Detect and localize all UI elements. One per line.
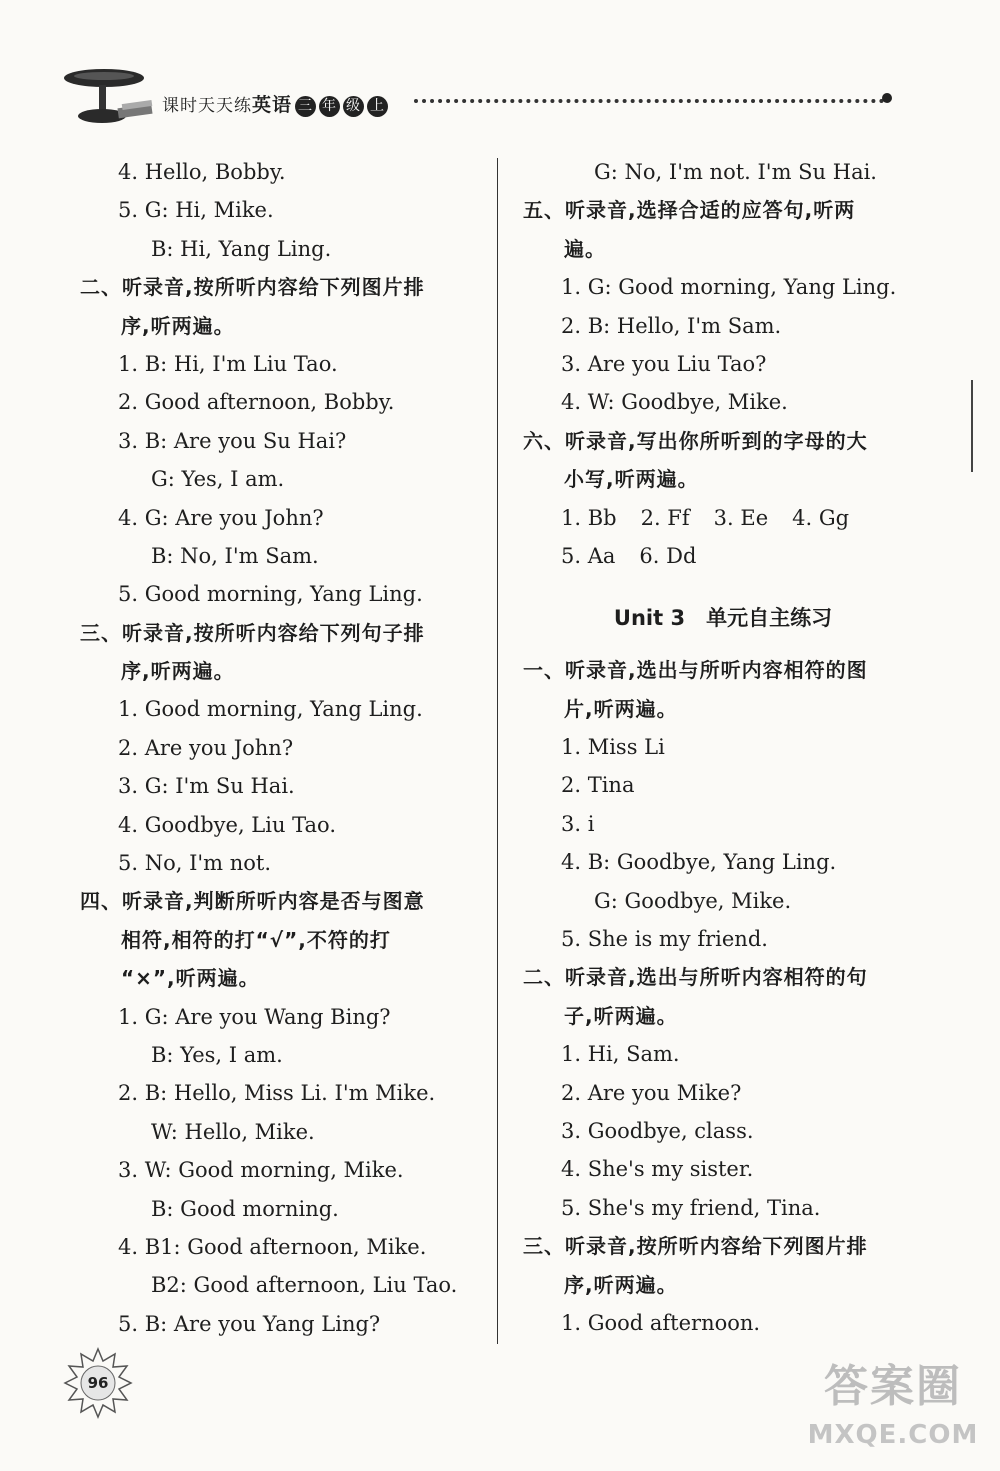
letters-answer-row [561,499,933,537]
answer-line: 4. Goodbye, Liu Tao. [118,812,337,837]
book-title: 课时天天练英语 三 年 级 上 [162,90,388,117]
answer-line: 1. Hi, Sam. [561,1042,680,1067]
margin-mark [971,380,973,472]
letter-answer: 5. Aa [561,543,616,568]
section-title-continued: 片,听两遍。 [564,696,678,721]
section-title: 五、听录音,选择合适的应答句,听两 [523,198,856,223]
letter-answer: 2. Ff [640,505,690,530]
answer-line: 5. Good morning, Yang Ling. [118,582,423,607]
answer-line: 5. She's my friend, Tina. [561,1195,821,1220]
letter-answer: 3. Ee [713,505,769,530]
answer-line: 2. B: Hello, I'm Sam. [561,313,782,338]
answer-subline: W: Hello, Mike. [151,1119,315,1144]
letters-answer-row [561,537,933,575]
answer-subline: G: Goodbye, Mike. [594,888,792,913]
section-title: 四、听录音,判断所听内容是否与图意 [80,889,425,914]
watermark [798,1352,988,1457]
page-header [62,66,902,136]
section-title: 三、听录音,按所听内容给下列句子排 [80,620,425,645]
answer-line: 3. Goodbye, class. [561,1118,754,1143]
left-column [80,153,490,1343]
answer-subline: B: Hi, Yang Ling. [151,236,332,261]
answer-subline: B: Good morning. [151,1196,339,1221]
watermark-brand: 答案圈 [824,1361,962,1412]
desk-lamp-icon [62,66,158,128]
answer-line: 5. G: Hi, Mike. [118,198,274,223]
header-bullet-icon [882,93,892,103]
answer-line: 2. Good afternoon, Bobby. [118,390,395,415]
section-title-continued: 遍。 [564,236,606,261]
unit-heading: Unit 3 单元自主练习 [613,606,833,631]
answer-line: 5. B: Are you Yang Ling? [118,1311,381,1336]
answer-line: 4. She's my sister. [561,1157,754,1182]
answer-line: 2. Are you John? [118,735,294,760]
section-title-continued: 序,听两遍。 [121,659,235,684]
answer-line: 1. Miss Li [561,735,665,760]
answer-line: 3. Are you Liu Tao? [561,351,767,376]
answer-line: 1. Good morning, Yang Ling. [118,697,423,722]
section-title-continued: 序,听两遍。 [564,1272,678,1297]
answer-subline: B: No, I'm Sam. [151,543,319,568]
letter-answer: 1. Bb [561,505,617,530]
section-title: 一、听录音,选出与所听内容相符的图 [523,658,868,683]
section-title-continued: 相符,相符的打“√”,不符的打 [121,927,391,952]
answer-line: 3. W: Good morning, Mike. [118,1158,404,1183]
watermark-url: MXQE.COM [807,1420,979,1450]
answer-line: 1. B: Hi, I'm Liu Tao. [118,351,338,376]
letter-answer: 4. Gg [792,505,850,530]
section-title-continued: 小写,听两遍。 [564,467,699,492]
section-title-continued: “×”,听两遍。 [121,966,260,991]
answer-subline: B: Yes, I am. [151,1042,283,1067]
section-title: 二、听录音,按所听内容给下列图片排 [80,275,425,300]
section-title: 二、听录音,选出与所听内容相符的句 [523,965,868,990]
answer-line: 3. B: Are you Su Hai? [118,428,347,453]
header-dotted-rule [414,99,884,103]
answer-line: 2. Are you Mike? [561,1080,742,1105]
answer-subline: G: Yes, I am. [151,467,285,492]
answer-line: 3. i [561,811,595,836]
section-title: 三、听录音,按所听内容给下列图片排 [523,1234,868,1259]
answer-line: 1. G: Are you Wang Bing? [118,1004,391,1029]
right-column [523,153,933,1342]
answer-line: 4. G: Are you John? [118,505,324,530]
answer-line: 5. She is my friend. [561,927,768,952]
answer-line: 4. Hello, Bobby. [118,160,286,184]
answer-line: 3. G: I'm Su Hai. [118,774,295,799]
answer-line: 2. Tina [561,773,635,798]
answer-line: 2. B: Hello, Miss Li. I'm Mike. [118,1081,436,1106]
column-divider [497,158,498,1344]
answer-line: 4. W: Goodbye, Mike. [561,390,788,415]
answer-subline: G: No, I'm not. I'm Su Hai. [594,160,877,184]
answer-line: 5. No, I'm not. [118,851,272,876]
section-title: 六、听录音,写出你所听到的字母的大 [523,428,868,453]
answer-line: 1. G: Good morning, Yang Ling. [561,275,897,300]
letter-answer: 6. Dd [639,543,697,568]
answer-subline: B2: Good afternoon, Liu Tao. [151,1273,458,1298]
answer-line: 4. B: Goodbye, Yang Ling. [561,850,837,875]
page-number-badge [60,1345,136,1421]
section-title-continued: 子,听两遍。 [564,1003,678,1028]
answer-line: 4. B1: Good afternoon, Mike. [118,1234,427,1259]
page-number: 96 [87,1374,109,1392]
answer-line: 1. Good afternoon. [561,1310,761,1335]
section-title-continued: 序,听两遍。 [121,313,235,338]
